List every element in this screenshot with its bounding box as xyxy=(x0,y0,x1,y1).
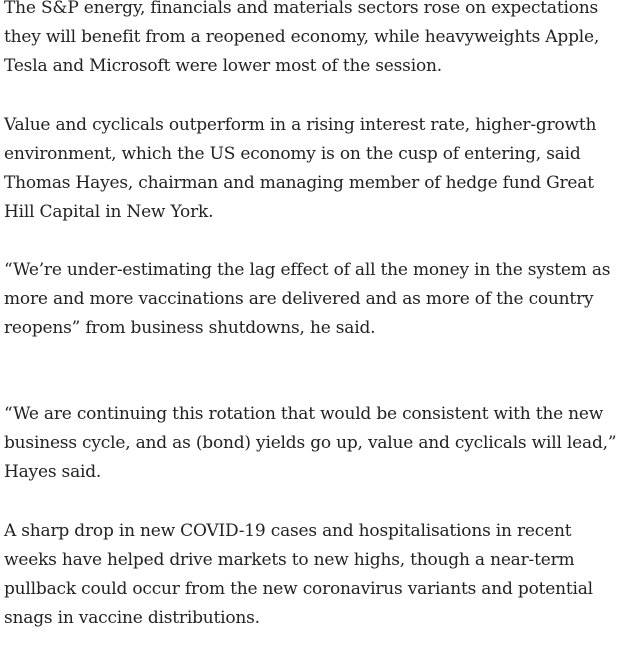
paragraph-sector-moves: The S&P energy, financials and materials sectors rose on expectations they will benefit from a reopened economy, while heavyweights Apple, Tesla and Microsoft were lower most of the session. xyxy=(4,0,600,76)
paragraph-rotation-quote: “We are continuing this rotation that would be consistent with the new business cycle, and as (bond) yields go up, value and cyclicals will lead,” Hayes said. xyxy=(4,404,617,482)
paragraph-value-cyclicals: Value and cyclicals outperform in a rising interest rate, higher-growth environment, which the US economy is on the cusp of entering, said Thomas Hayes, chairman and managing member of hedge fund Great Hill Capital in New York. xyxy=(4,115,597,222)
paragraph-covid-cases: A sharp drop in new COVID-19 cases and hospitalisations in recent weeks have helped drive markets to new highs, though a near-term pullback could occur from the new coronavirus variants and potential snags in vaccine distributions. xyxy=(4,521,593,628)
article-body xyxy=(4,0,618,633)
paragraph-lag-effect-quote: “We’re under-estimating the lag effect of all the money in the system as more and more vaccinations are delivered and as more of the country reopens” from business shutdowns, he said. xyxy=(4,260,611,338)
